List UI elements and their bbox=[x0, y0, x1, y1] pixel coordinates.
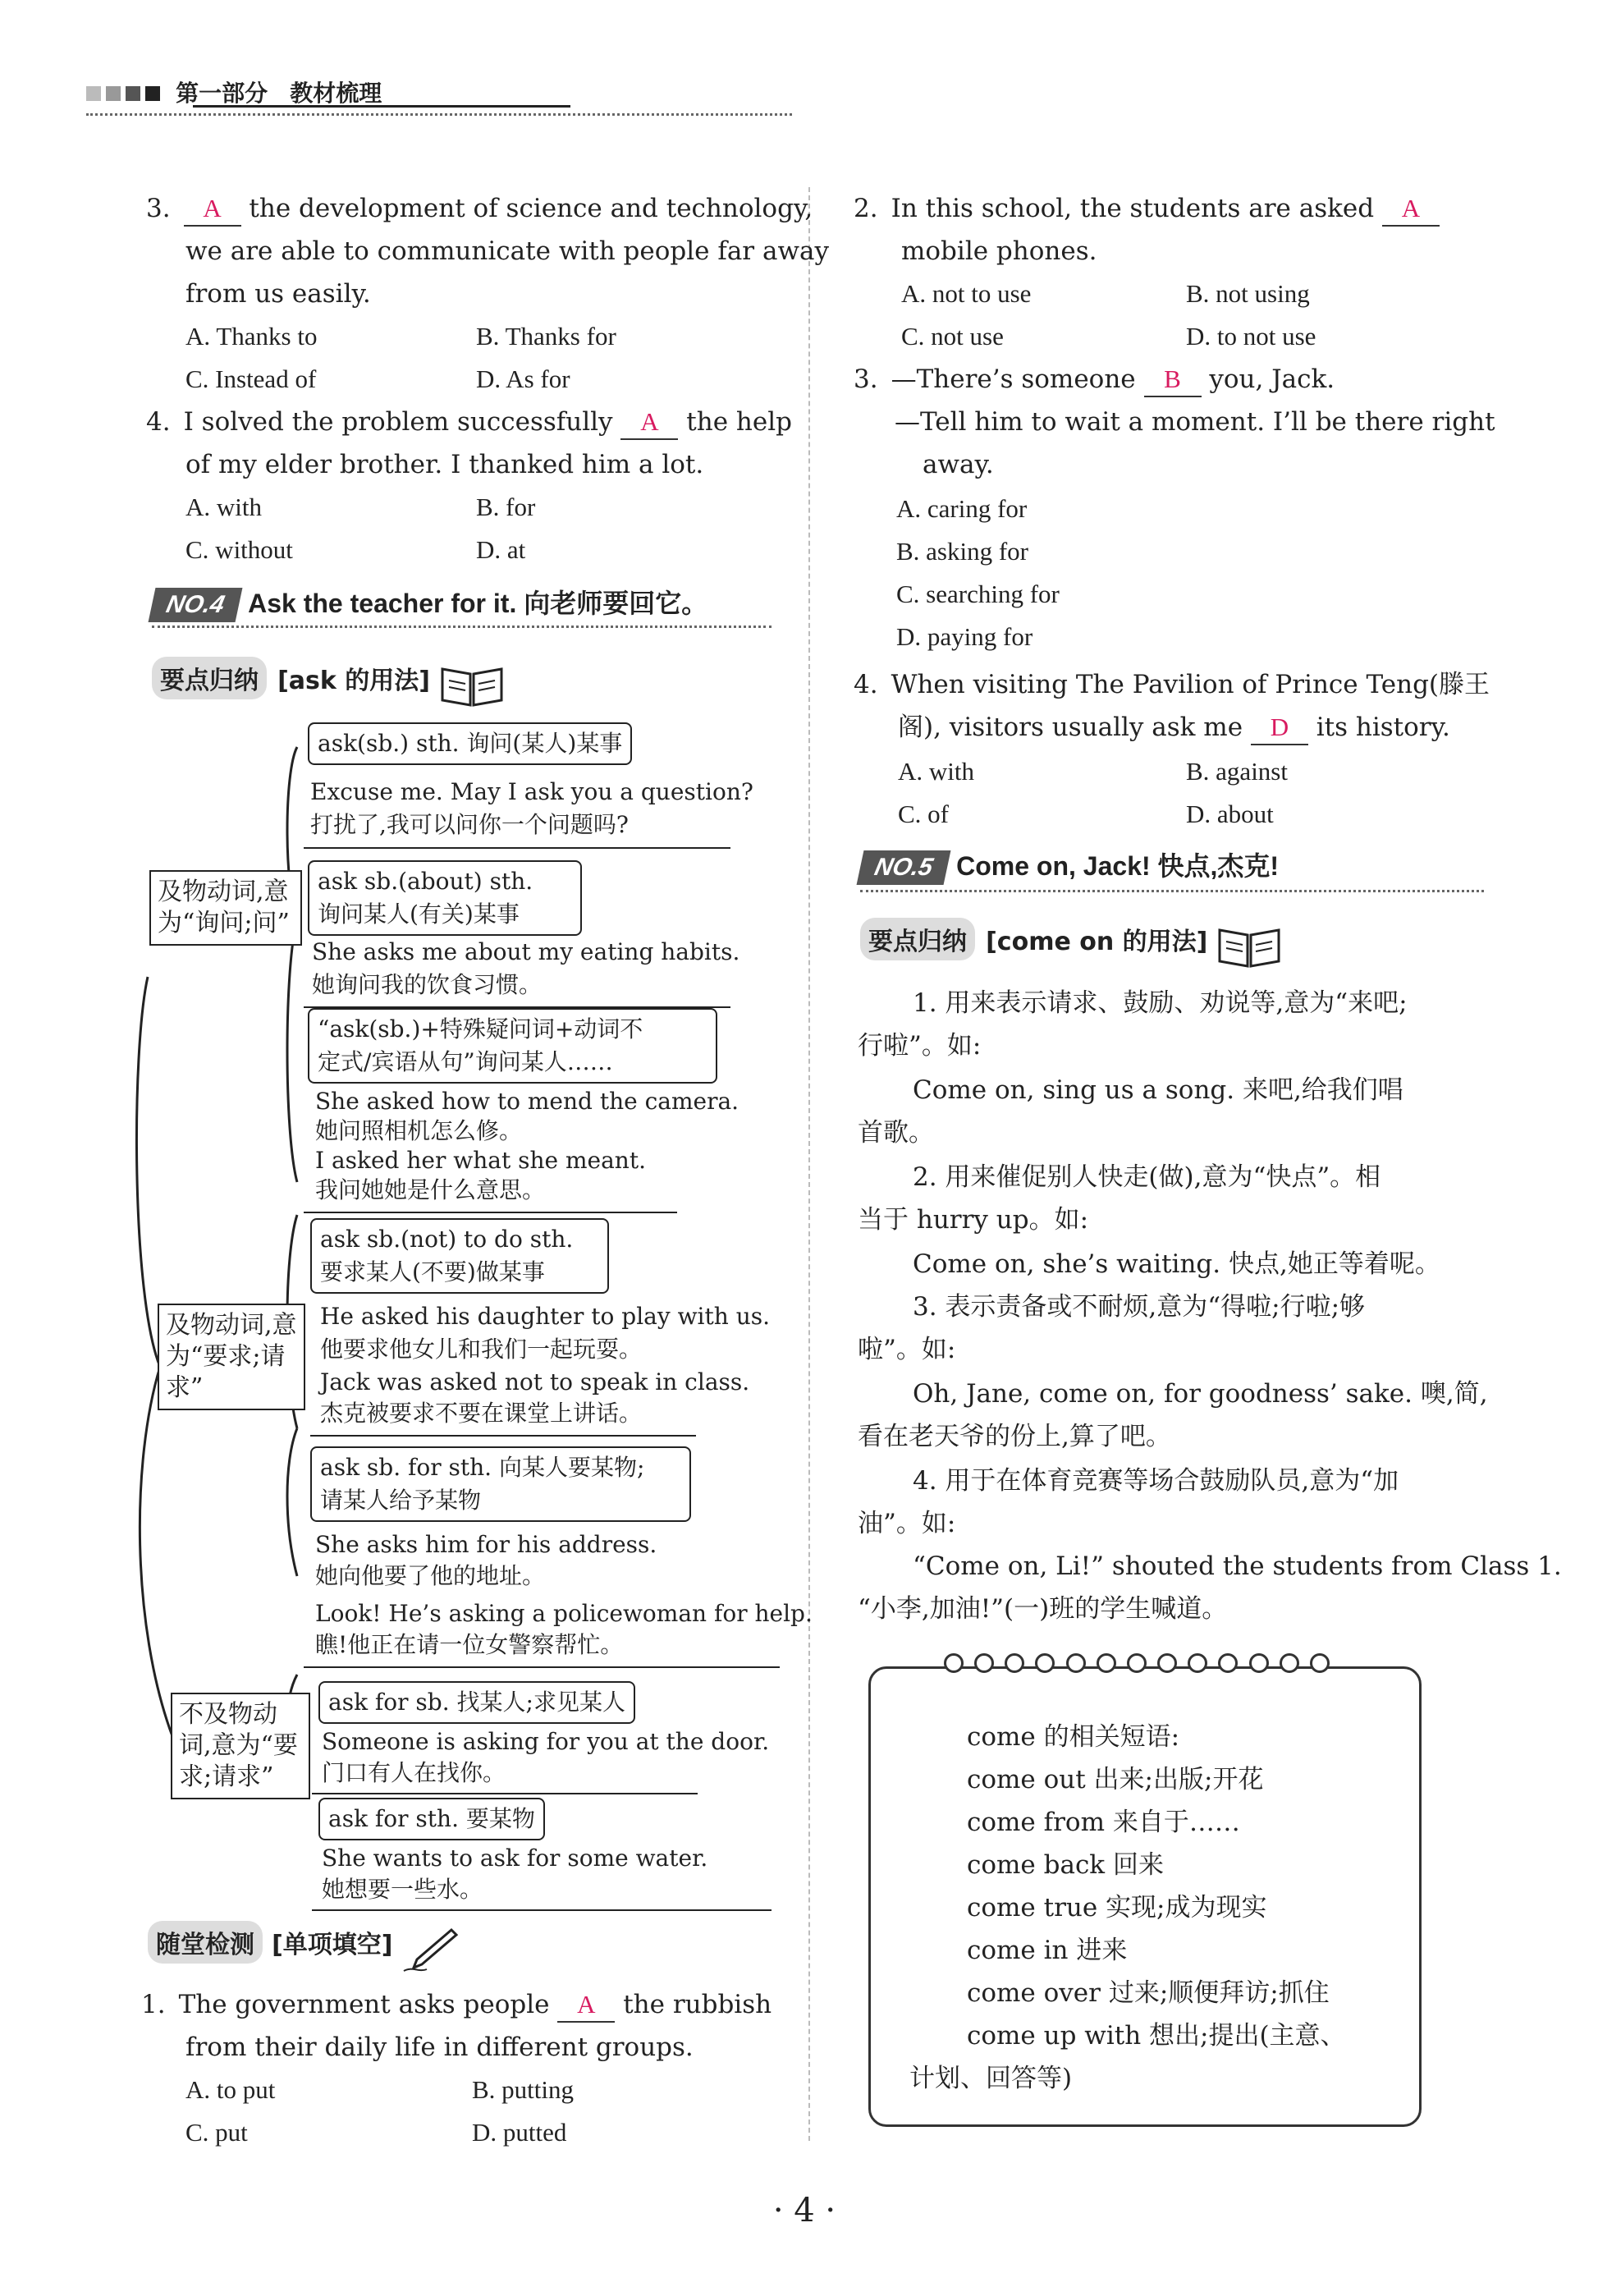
ring-icon bbox=[1310, 1653, 1330, 1673]
answer-blank: A bbox=[620, 406, 678, 440]
answer-blank: A bbox=[1382, 192, 1440, 227]
no4-dots bbox=[152, 626, 772, 628]
right-q2: 2. In this school, the students are asked A bbox=[854, 187, 1440, 230]
ring-icon bbox=[944, 1653, 964, 1673]
note-line: come out 出来;出版;开花 bbox=[967, 1765, 1264, 1794]
right-q4-line1: 4. When visiting The Pavilion of Prince Teng(滕王 bbox=[854, 670, 1490, 699]
option: D. about bbox=[1186, 800, 1274, 828]
ring-icon bbox=[1005, 1653, 1024, 1673]
header-section: 第一部分 bbox=[176, 80, 268, 107]
points-tag: 要点归纳 bbox=[860, 918, 975, 960]
header-dots bbox=[86, 113, 792, 116]
example-zh: 她向他要了他的地址。 bbox=[315, 1562, 546, 1589]
option: D. putted bbox=[472, 2118, 567, 2147]
option: C. put bbox=[185, 2118, 248, 2147]
ring-icon bbox=[1035, 1653, 1055, 1673]
option: C. of bbox=[898, 800, 949, 828]
usage-box: ask sb. for sth. 向某人要某物; 请某人给予某物 bbox=[310, 1446, 691, 1522]
category-transitive-ask: 及物动词,意为“询问;问” bbox=[149, 870, 302, 946]
answer-blank: D bbox=[1251, 711, 1308, 745]
ring-icon bbox=[1188, 1653, 1207, 1673]
ring-icon bbox=[1249, 1653, 1269, 1673]
example-en: Excuse me. May I ask you a question? bbox=[310, 778, 753, 805]
category-transitive-request: 及物动词,意为“要求;请求” bbox=[158, 1304, 305, 1410]
example-zh: 门口有人在找你。 bbox=[322, 1759, 506, 1786]
example-en: Someone is asking for you at the door. bbox=[322, 1728, 770, 1755]
note-line: 计划、回答等) bbox=[909, 2064, 1073, 2093]
example-zh: 杰克被要求不要在课堂上讲话。 bbox=[320, 1400, 643, 1427]
example-en: Jack was asked not to speak in class. bbox=[320, 1368, 750, 1395]
example-en: She asks me about my eating habits. bbox=[312, 938, 740, 965]
left-q3-line2: we are able to communicate with people far away bbox=[185, 236, 829, 266]
example-zh: 我问她她是什么意思。 bbox=[315, 1176, 546, 1203]
option: A. not to use bbox=[901, 279, 1032, 308]
test-tag: 随堂检测 bbox=[148, 1921, 263, 1964]
ring-icon bbox=[1157, 1653, 1177, 1673]
no4-heading bbox=[152, 583, 772, 627]
example-zh: 她想要一些水。 bbox=[322, 1876, 483, 1903]
example-en: I asked her what she meant. bbox=[315, 1147, 646, 1174]
right-q3: 3. —There’s someone B you, Jack. bbox=[854, 358, 1335, 401]
answer-blank: A bbox=[184, 192, 241, 227]
example-zh: 打扰了,我可以问你一个问题吗? bbox=[310, 811, 629, 838]
note-line: come back 回来 bbox=[967, 1850, 1164, 1880]
example-zh: 他要求他女儿和我们一起玩耍。 bbox=[320, 1336, 643, 1363]
note-line: come 的相关短语: bbox=[967, 1722, 1180, 1752]
option: D. paying for bbox=[896, 622, 1033, 651]
no5-dots bbox=[860, 890, 1484, 892]
example-en: She wants to ask for some water. bbox=[322, 1845, 708, 1872]
example-en: He asked his daughter to play with us. bbox=[320, 1303, 770, 1330]
right-q3-line2: —Tell him to wait a moment. I’ll be there right bbox=[895, 407, 1495, 437]
note-line: come over 过来;顺便拜访;抓住 bbox=[967, 1978, 1330, 2008]
usage-line: 4. 用于在体育竞赛等场合鼓励队员,意为“加 bbox=[913, 1466, 1399, 1496]
branch-line bbox=[304, 847, 730, 849]
option: B. not using bbox=[1186, 279, 1310, 308]
points-heading-come-on bbox=[860, 918, 1282, 969]
points-tag: 要点归纳 bbox=[152, 657, 267, 699]
right-q3-line3: away. bbox=[923, 450, 994, 479]
no4-title: Ask the teacher for it. 向老师要回它。 bbox=[248, 589, 708, 618]
page-number: · 4 · bbox=[772, 2192, 836, 2230]
test-topic: [单项填空] bbox=[272, 1931, 393, 1959]
notebook-rings bbox=[944, 1653, 1330, 1673]
option: B. Thanks for bbox=[476, 322, 616, 351]
branch-line bbox=[312, 1909, 772, 1911]
usage-box: ask(sb.) sth. 询问(某人)某事 bbox=[308, 722, 632, 765]
example-en: Look! He’s asking a policewoman for help. bbox=[315, 1600, 813, 1627]
usage-line: Oh, Jane, come on, for goodness’ sake. 噢,简, bbox=[913, 1379, 1488, 1409]
ring-icon bbox=[1127, 1653, 1147, 1673]
answer-blank: B bbox=[1144, 363, 1202, 397]
ring-icon bbox=[1097, 1653, 1116, 1673]
usage-box: “ask(sb.)+特殊疑问词+动词不 定式/宾语从句”询问某人…… bbox=[308, 1008, 717, 1084]
usage-line: 油”。如: bbox=[858, 1509, 956, 1538]
branch-line bbox=[304, 1666, 780, 1668]
branch-line bbox=[304, 1212, 677, 1213]
option: C. searching for bbox=[896, 580, 1060, 608]
option: D. at bbox=[476, 535, 526, 564]
usage-line: “Come on, Li!” shouted the students from Class 1. bbox=[913, 1551, 1562, 1581]
ring-icon bbox=[974, 1653, 994, 1673]
option: C. without bbox=[185, 535, 293, 564]
points-topic: [come on 的用法] bbox=[986, 928, 1208, 956]
right-q4-line2: 阁), visitors usually ask me D its history. bbox=[898, 706, 1450, 749]
book-icon bbox=[1216, 923, 1282, 969]
option: B. asking for bbox=[896, 537, 1029, 566]
usage-line: Come on, sing us a song. 来吧,给我们唱 bbox=[913, 1075, 1403, 1105]
usage-line: 啦”。如: bbox=[858, 1335, 956, 1364]
usage-line: 3. 表示责备或不耐烦,意为“得啦;行啦;够 bbox=[913, 1292, 1366, 1322]
usage-box: ask sb.(not) to do sth. 要求某人(不要)做某事 bbox=[310, 1218, 609, 1294]
book-icon bbox=[439, 662, 505, 708]
example-zh: 瞧!他正在请一位女警察帮忙。 bbox=[315, 1631, 624, 1658]
header-subsection: 教材梳理 bbox=[290, 80, 382, 107]
option: A. with bbox=[898, 757, 974, 786]
left-q3-line3: from us easily. bbox=[185, 279, 371, 309]
no5-heading bbox=[860, 846, 1484, 890]
ring-icon bbox=[1218, 1653, 1238, 1673]
note-line: come from 来自于…… bbox=[967, 1808, 1240, 1837]
column-divider bbox=[808, 187, 810, 2141]
option: B. for bbox=[476, 493, 536, 521]
usage-line: Come on, she’s waiting. 快点,她正等着呢。 bbox=[913, 1249, 1440, 1279]
branch-line bbox=[310, 1435, 696, 1437]
usage-line: 看在老天爷的份上,算了吧。 bbox=[858, 1422, 1171, 1451]
usage-box: ask for sb. 找某人;求见某人 bbox=[318, 1681, 635, 1724]
page-header bbox=[86, 76, 570, 108]
ring-icon bbox=[1280, 1653, 1299, 1673]
option: C. not use bbox=[901, 322, 1004, 351]
example-zh: 她问照相机怎么修。 bbox=[315, 1117, 523, 1144]
left-q4: 4. I solved the problem successfully A the help bbox=[146, 401, 792, 443]
branch-line bbox=[312, 1793, 698, 1794]
option: B. against bbox=[1186, 757, 1288, 786]
usage-box: ask sb.(about) sth. 询问某人(有关)某事 bbox=[308, 860, 582, 936]
option: A. to put bbox=[185, 2075, 276, 2104]
usage-line: “小李,加油!”(一)班的学生喊道。 bbox=[858, 1594, 1228, 1624]
no5-title: Come on, Jack! 快点,杰克! bbox=[956, 851, 1280, 881]
option: B. putting bbox=[472, 2075, 575, 2104]
note-line: come up with 想出;提出(主意、 bbox=[967, 2021, 1346, 2051]
usage-line: 1. 用来表示请求、鼓励、劝说等,意为“来吧; bbox=[913, 988, 1408, 1018]
left-q4-line2: of my elder brother. I thanked him a lot. bbox=[185, 450, 704, 479]
no5-badge: NO.5 bbox=[857, 850, 951, 885]
right-q2-line2: mobile phones. bbox=[901, 236, 1097, 266]
left-t1-line2: from their daily life in different groups. bbox=[185, 2032, 694, 2062]
option: D. to not use bbox=[1186, 322, 1316, 351]
usage-line: 当于 hurry up。如: bbox=[858, 1205, 1089, 1235]
option: A. caring for bbox=[896, 494, 1028, 523]
header-rule bbox=[193, 105, 570, 108]
no4-badge: NO.4 bbox=[149, 588, 243, 622]
option: D. As for bbox=[476, 364, 570, 393]
pen-icon bbox=[402, 1925, 460, 1974]
points-heading-ask bbox=[152, 657, 505, 708]
answer-blank: A bbox=[557, 1988, 615, 2023]
option: C. Instead of bbox=[185, 364, 317, 393]
ring-icon bbox=[1066, 1653, 1086, 1673]
option: A. Thanks to bbox=[185, 322, 318, 351]
example-zh: 她询问我的饮食习惯。 bbox=[312, 971, 543, 998]
points-topic: [ask 的用法] bbox=[277, 667, 431, 695]
left-q3: 3. A the development of science and technology, bbox=[146, 187, 813, 230]
note-line: come true 实现;成为现实 bbox=[967, 1893, 1267, 1922]
example-en: She asks him for his address. bbox=[315, 1531, 657, 1558]
usage-box: ask for sth. 要某物 bbox=[318, 1798, 545, 1840]
usage-line: 首歌。 bbox=[858, 1118, 934, 1148]
note-line: come in 进来 bbox=[967, 1936, 1128, 1965]
category-intransitive-request: 不及物动词,意为“要求;请求” bbox=[171, 1693, 310, 1799]
option: A. with bbox=[185, 493, 262, 521]
usage-line: 2. 用来催促别人快走(做),意为“快点”。相 bbox=[913, 1162, 1381, 1192]
usage-line: 行啦”。如: bbox=[858, 1031, 982, 1061]
test-heading bbox=[148, 1921, 460, 1974]
example-en: She asked how to mend the camera. bbox=[315, 1088, 739, 1115]
left-t1: 1. The government asks people A the rubbish bbox=[141, 1983, 772, 2026]
